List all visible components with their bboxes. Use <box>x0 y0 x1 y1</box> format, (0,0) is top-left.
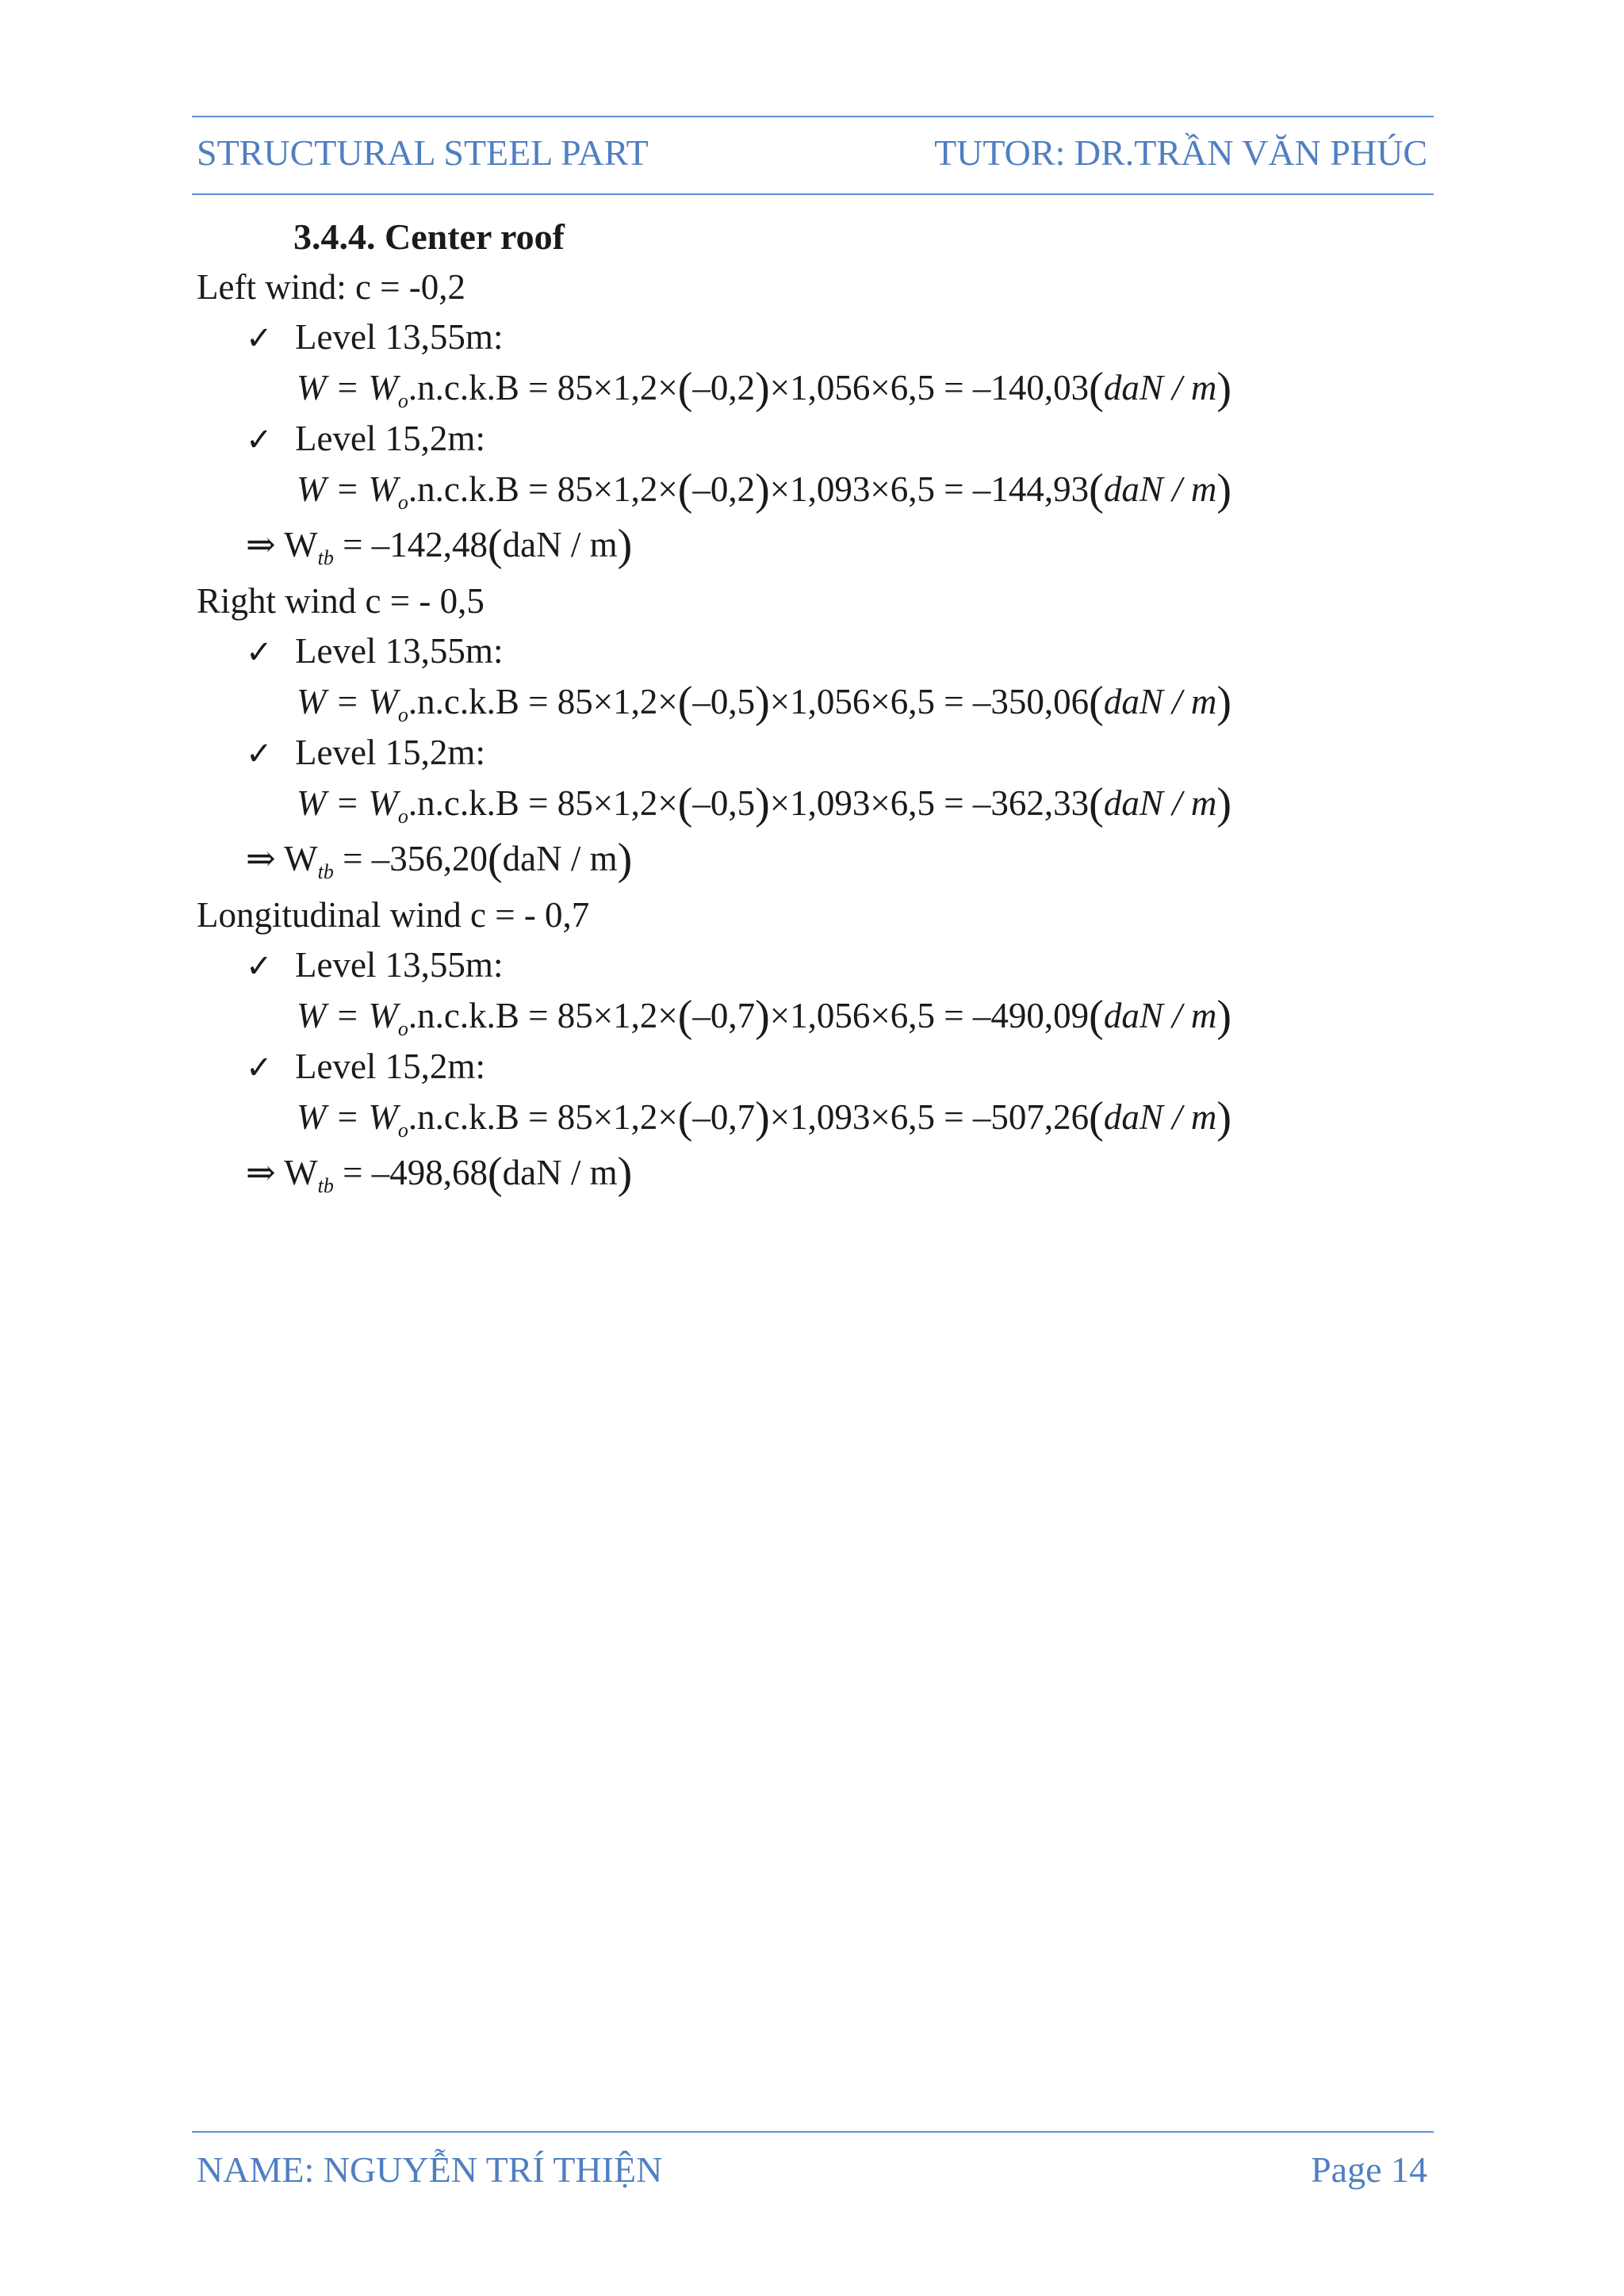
formula-subscript: o <box>397 491 408 514</box>
level-item <box>246 940 1434 989</box>
wind-case-heading: Right wind c = - 0,5 <box>197 581 485 621</box>
result-unit: daN / m <box>502 525 618 564</box>
formula-lhs: W = W <box>297 996 398 1035</box>
page-content <box>197 212 1434 1203</box>
formula-lhs: W = W <box>297 783 398 823</box>
formula-subscript: o <box>397 389 408 412</box>
header-left-title: STRUCTURAL STEEL PART <box>197 132 649 173</box>
result-subscript: tb <box>317 860 334 883</box>
formula-expression: .n.c.k.B = 85×1,2× <box>408 682 678 721</box>
wind-block <box>197 576 1434 888</box>
paren-close: ) <box>755 678 770 727</box>
paren-open: ( <box>677 779 693 828</box>
paren-close: ) <box>617 835 633 884</box>
level-label: Level 15,2m: <box>295 733 485 772</box>
footer-rule <box>192 2131 1434 2133</box>
paren-close: ) <box>1216 779 1231 828</box>
level-item <box>246 312 1434 362</box>
formula-subscript: o <box>397 1017 408 1040</box>
paren-close: ) <box>755 465 770 515</box>
implies-arrow-icon: ⇒ <box>246 837 276 879</box>
paren-close: ) <box>617 1149 633 1198</box>
formula-unit: daN / m <box>1103 783 1217 823</box>
average-result <box>246 829 1434 888</box>
result-value: = –498,68 <box>333 1153 488 1192</box>
check-mark-icon: ✓ <box>246 422 273 458</box>
level-label: Level 15,2m: <box>295 1047 485 1086</box>
paren-open: ( <box>677 465 693 515</box>
formula-result: ×1,093×6,5 = –144,93 <box>769 469 1090 509</box>
formula-result: ×1,056×6,5 = –140,03 <box>769 368 1090 408</box>
paren-open: ( <box>677 1093 693 1142</box>
result-symbol: W <box>284 1153 318 1192</box>
paren-open: ( <box>1089 678 1104 727</box>
implies-arrow-icon: ⇒ <box>246 1151 276 1193</box>
level-item <box>246 728 1434 777</box>
paren-close: ) <box>1216 992 1231 1041</box>
formula-unit: daN / m <box>1103 368 1217 408</box>
result-unit: daN / m <box>502 839 618 878</box>
formula-expression: .n.c.k.B = 85×1,2× <box>408 1097 678 1137</box>
paren-close: ) <box>1216 678 1231 727</box>
formula-result: ×1,056×6,5 = –490,09 <box>769 996 1090 1035</box>
wind-load-formula <box>297 463 1434 515</box>
level-label: Level 15,2m: <box>295 419 485 458</box>
formula-c-value: –0,5 <box>692 682 756 721</box>
check-mark-icon: ✓ <box>246 948 273 985</box>
paren-open: ( <box>1089 364 1104 413</box>
level-item <box>246 414 1434 463</box>
formula-result: ×1,093×6,5 = –507,26 <box>769 1097 1090 1137</box>
formula-subscript: o <box>397 805 408 828</box>
header-bottom-rule <box>192 193 1434 195</box>
wind-load-formula <box>297 675 1434 728</box>
wind-block <box>197 890 1434 1202</box>
footer-left-name: NAME: NGUYỄN TRÍ THIỆN <box>197 2149 663 2190</box>
check-mark-icon: ✓ <box>246 320 273 357</box>
paren-close: ) <box>1216 364 1231 413</box>
header-top-rule <box>192 116 1434 117</box>
wind-load-formula <box>297 362 1434 414</box>
formula-expression: .n.c.k.B = 85×1,2× <box>408 469 678 509</box>
paren-open: ( <box>1089 465 1104 515</box>
wind-blocks <box>197 262 1434 1202</box>
formula-result: ×1,056×6,5 = –350,06 <box>769 682 1090 721</box>
check-mark-icon: ✓ <box>246 736 273 772</box>
result-value: = –356,20 <box>333 839 488 878</box>
formula-c-value: –0,7 <box>692 1097 756 1137</box>
formula-unit: daN / m <box>1103 996 1217 1035</box>
formula-subscript: o <box>397 1119 408 1142</box>
level-item <box>246 1042 1434 1091</box>
wind-load-formula <box>297 777 1434 829</box>
formula-expression: .n.c.k.B = 85×1,2× <box>408 783 678 823</box>
result-symbol: W <box>284 839 318 878</box>
paren-open: ( <box>488 521 503 570</box>
formula-c-value: –0,2 <box>692 469 756 509</box>
paren-close: ) <box>755 364 770 413</box>
check-mark-icon: ✓ <box>246 634 273 671</box>
paren-open: ( <box>677 678 693 727</box>
level-label: Level 13,55m: <box>295 945 504 985</box>
result-value: = –142,48 <box>333 525 488 564</box>
implies-arrow-icon: ⇒ <box>246 523 276 565</box>
level-item <box>246 626 1434 675</box>
formula-lhs: W = W <box>297 469 398 509</box>
formula-subscript: o <box>397 703 408 726</box>
paren-open: ( <box>677 364 693 413</box>
paren-open: ( <box>1089 992 1104 1041</box>
paren-open: ( <box>1089 1093 1104 1142</box>
result-subscript: tb <box>317 546 334 569</box>
wind-block <box>197 262 1434 574</box>
formula-result: ×1,093×6,5 = –362,33 <box>769 783 1090 823</box>
result-subscript: tb <box>317 1174 334 1197</box>
paren-close: ) <box>755 992 770 1041</box>
formula-unit: daN / m <box>1103 469 1217 509</box>
formula-unit: daN / m <box>1103 1097 1217 1137</box>
paren-close: ) <box>1216 465 1231 515</box>
header-right-tutor: TUTOR: DR.TRẦN VĂN PHÚC <box>934 132 1427 173</box>
formula-c-value: –0,2 <box>692 368 756 408</box>
paren-close: ) <box>1216 1093 1231 1142</box>
result-symbol: W <box>284 525 318 564</box>
footer-page-number: Page 14 <box>1311 2149 1427 2190</box>
formula-expression: .n.c.k.B = 85×1,2× <box>408 996 678 1035</box>
formula-lhs: W = W <box>297 368 398 408</box>
paren-close: ) <box>755 1093 770 1142</box>
formula-c-value: –0,7 <box>692 996 756 1035</box>
formula-unit: daN / m <box>1103 682 1217 721</box>
formula-lhs: W = W <box>297 682 398 721</box>
paren-open: ( <box>488 1149 503 1198</box>
paren-close: ) <box>755 779 770 828</box>
average-result <box>246 515 1434 574</box>
paren-open: ( <box>488 835 503 884</box>
paren-open: ( <box>1089 779 1104 828</box>
wind-load-formula <box>297 989 1434 1042</box>
paren-close: ) <box>617 521 633 570</box>
formula-expression: .n.c.k.B = 85×1,2× <box>408 368 678 408</box>
level-label: Level 13,55m: <box>295 317 504 357</box>
paren-open: ( <box>677 992 693 1041</box>
wind-load-formula <box>297 1091 1434 1143</box>
level-label: Level 13,55m: <box>295 631 504 671</box>
check-mark-icon: ✓ <box>246 1050 273 1086</box>
section-title: 3.4.4. Center roof <box>293 216 565 257</box>
wind-case-heading: Longitudinal wind c = - 0,7 <box>197 895 590 935</box>
formula-lhs: W = W <box>297 1097 398 1137</box>
wind-case-heading: Left wind: c = -0,2 <box>197 267 466 307</box>
average-result <box>246 1143 1434 1202</box>
formula-c-value: –0,5 <box>692 783 756 823</box>
result-unit: daN / m <box>502 1153 618 1192</box>
